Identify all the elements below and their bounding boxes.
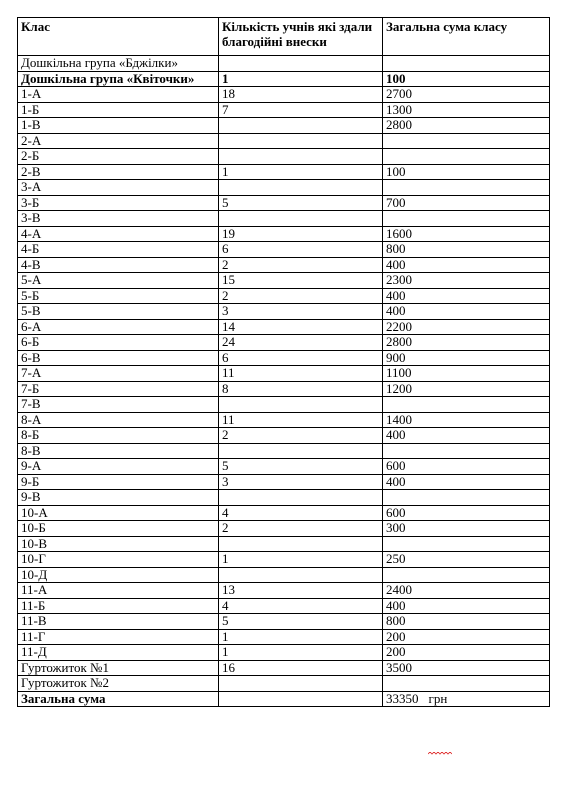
- cell-student-count: [219, 180, 383, 196]
- cell-class: 3-Б: [18, 195, 219, 211]
- cell-class: 9-А: [18, 459, 219, 475]
- table-row: [18, 583, 550, 599]
- cell-class-sum: 600: [383, 505, 550, 521]
- cell-class-sum: [383, 567, 550, 583]
- total-sum-unit: грн: [428, 691, 448, 706]
- cell-class-sum: 400: [383, 257, 550, 273]
- cell-class: 2-А: [18, 133, 219, 149]
- cell-class: 8-В: [18, 443, 219, 459]
- table-row: [18, 226, 550, 242]
- cell-class-sum: 2800: [383, 335, 550, 351]
- total-sum-value: 33350: [386, 691, 419, 706]
- cell-class-sum: 2300: [383, 273, 550, 289]
- cell-student-count: 2: [219, 521, 383, 537]
- cell-student-count: 5: [219, 614, 383, 630]
- table-row: [18, 428, 550, 444]
- cell-student-count: 1: [219, 552, 383, 568]
- cell-class: 11-Д: [18, 645, 219, 661]
- table-row: [18, 164, 550, 180]
- table-row: [18, 288, 550, 304]
- table-row: [18, 71, 550, 87]
- cell-class: 6-Б: [18, 335, 219, 351]
- table-row: [18, 629, 550, 645]
- cell-class-sum: 600: [383, 459, 550, 475]
- cell-class-sum: [383, 133, 550, 149]
- cell-student-count: [219, 536, 383, 552]
- cell-class-sum: 1600: [383, 226, 550, 242]
- cell-class-sum: 400: [383, 428, 550, 444]
- cell-student-count: 2: [219, 428, 383, 444]
- cell-class: 6-А: [18, 319, 219, 335]
- cell-student-count: 19: [219, 226, 383, 242]
- table-row: [18, 211, 550, 227]
- total-count: [219, 691, 383, 707]
- cell-student-count: 1: [219, 71, 383, 87]
- cell-class-sum: 2400: [383, 583, 550, 599]
- cell-class-sum: [383, 443, 550, 459]
- table-row: [18, 102, 550, 118]
- cell-student-count: 3: [219, 474, 383, 490]
- cell-student-count: [219, 676, 383, 692]
- table-row: [18, 180, 550, 196]
- cell-class-sum: 1200: [383, 381, 550, 397]
- cell-class: 4-В: [18, 257, 219, 273]
- table-row: [18, 366, 550, 382]
- cell-class: 5-Б: [18, 288, 219, 304]
- cell-class-sum: 400: [383, 304, 550, 320]
- cell-class-sum: 400: [383, 598, 550, 614]
- table-row: [18, 567, 550, 583]
- table-row: [18, 474, 550, 490]
- table-row: [18, 195, 550, 211]
- table-row: [18, 397, 550, 413]
- table-row: [18, 660, 550, 676]
- cell-student-count: 24: [219, 335, 383, 351]
- table-row: [18, 118, 550, 134]
- cell-student-count: 7: [219, 102, 383, 118]
- cell-class: Дошкільна група «Бджілки»: [18, 56, 219, 72]
- cell-class-sum: 900: [383, 350, 550, 366]
- cell-student-count: 2: [219, 257, 383, 273]
- table-row: [18, 598, 550, 614]
- header-student-count: Кількість учнів які здали благодійні внески: [219, 18, 383, 56]
- cell-student-count: 2: [219, 288, 383, 304]
- cell-class: 4-А: [18, 226, 219, 242]
- cell-class: 10-Б: [18, 521, 219, 537]
- cell-class: 2-Б: [18, 149, 219, 165]
- cell-class: 3-А: [18, 180, 219, 196]
- cell-class-sum: 700: [383, 195, 550, 211]
- cell-class: 2-В: [18, 164, 219, 180]
- cell-student-count: 1: [219, 645, 383, 661]
- cell-class: 11-Б: [18, 598, 219, 614]
- cell-class-sum: 800: [383, 614, 550, 630]
- cell-class: 1-А: [18, 87, 219, 103]
- cell-class: 9-В: [18, 490, 219, 506]
- cell-student-count: 13: [219, 583, 383, 599]
- cell-class-sum: [383, 56, 550, 72]
- cell-class-sum: 400: [383, 288, 550, 304]
- cell-class-sum: 2800: [383, 118, 550, 134]
- cell-class: 7-А: [18, 366, 219, 382]
- cell-student-count: 4: [219, 505, 383, 521]
- table-row: [18, 505, 550, 521]
- table-row: [18, 149, 550, 165]
- cell-student-count: 11: [219, 366, 383, 382]
- cell-student-count: 14: [219, 319, 383, 335]
- cell-class-sum: 250: [383, 552, 550, 568]
- table-row: [18, 304, 550, 320]
- table-row: [18, 552, 550, 568]
- cell-student-count: [219, 133, 383, 149]
- table-row: [18, 676, 550, 692]
- cell-student-count: [219, 490, 383, 506]
- cell-class-sum: 300: [383, 521, 550, 537]
- cell-student-count: 5: [219, 459, 383, 475]
- table-row: [18, 319, 550, 335]
- cell-class: 7-Б: [18, 381, 219, 397]
- cell-student-count: 1: [219, 629, 383, 645]
- header-row: [18, 18, 550, 56]
- cell-class: 1-Б: [18, 102, 219, 118]
- cell-student-count: 4: [219, 598, 383, 614]
- cell-class-sum: [383, 211, 550, 227]
- table-row: [18, 412, 550, 428]
- cell-student-count: [219, 149, 383, 165]
- cell-student-count: [219, 118, 383, 134]
- cell-student-count: [219, 397, 383, 413]
- cell-class-sum: 1100: [383, 366, 550, 382]
- table-row: [18, 133, 550, 149]
- total-sum-cell: [383, 691, 550, 707]
- cell-student-count: 15: [219, 273, 383, 289]
- table-row: [18, 273, 550, 289]
- cell-class: 6-В: [18, 350, 219, 366]
- table-row: [18, 645, 550, 661]
- cell-student-count: [219, 567, 383, 583]
- cell-class-sum: [383, 490, 550, 506]
- cell-class: 8-Б: [18, 428, 219, 444]
- cell-class: 11-Г: [18, 629, 219, 645]
- cell-class-sum: 100: [383, 164, 550, 180]
- cell-class: 10-Д: [18, 567, 219, 583]
- cell-class: Гуртожиток №2: [18, 676, 219, 692]
- cell-class-sum: 1400: [383, 412, 550, 428]
- cell-class: Дошкільна група «Квіточки»: [18, 71, 219, 87]
- cell-student-count: [219, 56, 383, 72]
- cell-class: 7-В: [18, 397, 219, 413]
- table-row: [18, 87, 550, 103]
- cell-class: 10-В: [18, 536, 219, 552]
- table-row: [18, 443, 550, 459]
- cell-student-count: 8: [219, 381, 383, 397]
- cell-student-count: 3: [219, 304, 383, 320]
- cell-student-count: 5: [219, 195, 383, 211]
- header-class: Клас: [18, 18, 219, 56]
- table-row: [18, 614, 550, 630]
- cell-class: 10-А: [18, 505, 219, 521]
- cell-class: 8-А: [18, 412, 219, 428]
- cell-class-sum: 200: [383, 645, 550, 661]
- cell-class: 10-Г: [18, 552, 219, 568]
- table-row: [18, 257, 550, 273]
- table-row: [18, 335, 550, 351]
- header-class-sum: Загальна сума класу: [383, 18, 550, 56]
- cell-class: 5-А: [18, 273, 219, 289]
- cell-student-count: 18: [219, 87, 383, 103]
- cell-class-sum: [383, 676, 550, 692]
- cell-student-count: [219, 443, 383, 459]
- cell-class: 4-Б: [18, 242, 219, 258]
- cell-class-sum: 3500: [383, 660, 550, 676]
- table-row: [18, 350, 550, 366]
- table-row: [18, 56, 550, 72]
- table-row: [18, 459, 550, 475]
- cell-class-sum: 400: [383, 474, 550, 490]
- table-row: [18, 536, 550, 552]
- table-row: [18, 381, 550, 397]
- cell-class-sum: 1300: [383, 102, 550, 118]
- donations-table: [17, 17, 550, 707]
- cell-class-sum: 200: [383, 629, 550, 645]
- table-row: [18, 521, 550, 537]
- cell-class-sum: 2200: [383, 319, 550, 335]
- cell-class: 11-В: [18, 614, 219, 630]
- spellcheck-underline-icon: [428, 752, 452, 756]
- cell-class-sum: [383, 397, 550, 413]
- cell-class: 11-А: [18, 583, 219, 599]
- cell-class-sum: 800: [383, 242, 550, 258]
- cell-class: 5-В: [18, 304, 219, 320]
- total-label: Загальна сума: [18, 691, 219, 707]
- total-row: [18, 691, 550, 707]
- cell-student-count: 11: [219, 412, 383, 428]
- cell-class: 9-Б: [18, 474, 219, 490]
- cell-class-sum: 2700: [383, 87, 550, 103]
- cell-class-sum: 100: [383, 71, 550, 87]
- cell-student-count: [219, 211, 383, 227]
- cell-student-count: 1: [219, 164, 383, 180]
- cell-student-count: 6: [219, 350, 383, 366]
- table-row: [18, 242, 550, 258]
- cell-student-count: 16: [219, 660, 383, 676]
- cell-class: 1-В: [18, 118, 219, 134]
- cell-class: Гуртожиток №1: [18, 660, 219, 676]
- cell-class-sum: [383, 149, 550, 165]
- cell-student-count: 6: [219, 242, 383, 258]
- cell-class: 3-В: [18, 211, 219, 227]
- cell-class-sum: [383, 536, 550, 552]
- table-row: [18, 490, 550, 506]
- cell-class-sum: [383, 180, 550, 196]
